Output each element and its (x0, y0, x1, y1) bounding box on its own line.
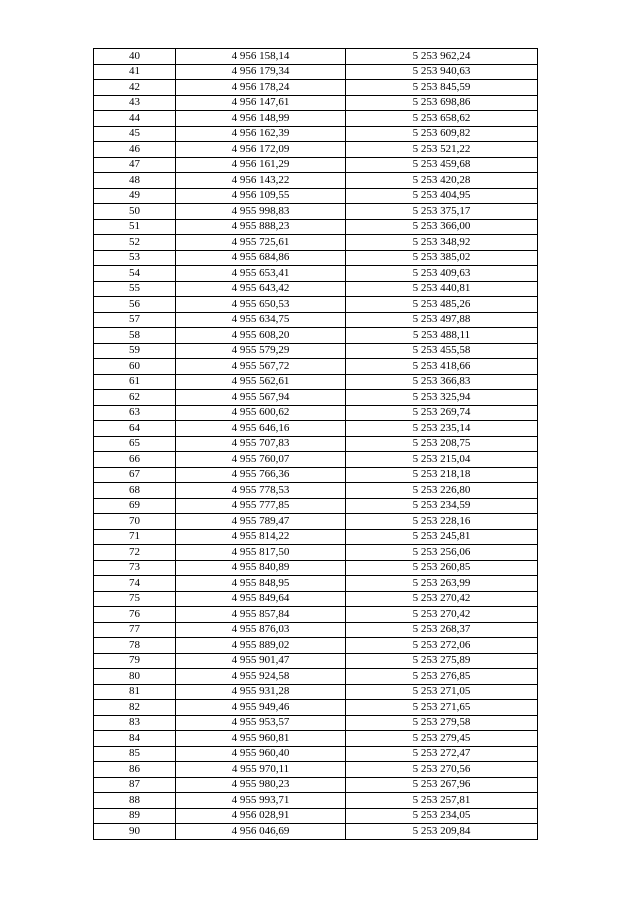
x-coordinate-cell: 4 955 653,41 (176, 266, 346, 282)
point-number-cell: 59 (94, 343, 176, 359)
table-row (94, 824, 538, 840)
y-coordinate-cell: 5 253 348,92 (346, 235, 538, 251)
x-coordinate-cell: 4 955 998,83 (176, 204, 346, 220)
point-number-cell: 46 (94, 142, 176, 158)
point-number-cell: 62 (94, 390, 176, 406)
point-number-cell: 41 (94, 64, 176, 80)
y-coordinate-cell: 5 253 375,17 (346, 204, 538, 220)
x-coordinate-cell: 4 955 600,62 (176, 405, 346, 421)
point-number-cell: 80 (94, 669, 176, 685)
x-coordinate-cell: 4 956 046,69 (176, 824, 346, 840)
point-number-cell: 49 (94, 188, 176, 204)
point-number-cell: 54 (94, 266, 176, 282)
y-coordinate-cell: 5 253 245,81 (346, 529, 538, 545)
point-number-cell: 87 (94, 777, 176, 793)
table-row (94, 591, 538, 607)
table-row (94, 700, 538, 716)
point-number-cell: 88 (94, 793, 176, 809)
x-coordinate-cell: 4 955 579,29 (176, 343, 346, 359)
x-coordinate-cell: 4 956 109,55 (176, 188, 346, 204)
y-coordinate-cell: 5 253 268,37 (346, 622, 538, 638)
x-coordinate-cell: 4 955 953,57 (176, 715, 346, 731)
x-coordinate-cell: 4 955 567,94 (176, 390, 346, 406)
y-coordinate-cell: 5 253 940,63 (346, 64, 538, 80)
y-coordinate-cell: 5 253 658,62 (346, 111, 538, 127)
x-coordinate-cell: 4 955 643,42 (176, 281, 346, 297)
table-row (94, 111, 538, 127)
x-coordinate-cell: 4 956 178,24 (176, 80, 346, 96)
x-coordinate-cell: 4 955 634,75 (176, 312, 346, 328)
point-number-cell: 52 (94, 235, 176, 251)
table-row (94, 374, 538, 390)
coordinates-table (93, 48, 538, 840)
point-number-cell: 64 (94, 421, 176, 437)
point-number-cell: 56 (94, 297, 176, 313)
x-coordinate-cell: 4 955 857,84 (176, 607, 346, 623)
point-number-cell: 84 (94, 731, 176, 747)
x-coordinate-cell: 4 955 760,07 (176, 452, 346, 468)
x-coordinate-cell: 4 955 817,50 (176, 545, 346, 561)
y-coordinate-cell: 5 253 279,45 (346, 731, 538, 747)
y-coordinate-cell: 5 253 235,14 (346, 421, 538, 437)
y-coordinate-cell: 5 253 226,80 (346, 483, 538, 499)
x-coordinate-cell: 4 956 179,34 (176, 64, 346, 80)
y-coordinate-cell: 5 253 455,58 (346, 343, 538, 359)
table-row (94, 808, 538, 824)
table-row (94, 669, 538, 685)
point-number-cell: 74 (94, 576, 176, 592)
table-row (94, 281, 538, 297)
point-number-cell: 48 (94, 173, 176, 189)
point-number-cell: 43 (94, 95, 176, 111)
point-number-cell: 83 (94, 715, 176, 731)
table-row (94, 359, 538, 375)
table-row (94, 498, 538, 514)
x-coordinate-cell: 4 955 960,81 (176, 731, 346, 747)
point-number-cell: 73 (94, 560, 176, 576)
x-coordinate-cell: 4 956 161,29 (176, 157, 346, 173)
x-coordinate-cell: 4 955 931,28 (176, 684, 346, 700)
table-row (94, 235, 538, 251)
table-row (94, 266, 538, 282)
y-coordinate-cell: 5 253 276,85 (346, 669, 538, 685)
point-number-cell: 57 (94, 312, 176, 328)
point-number-cell: 42 (94, 80, 176, 96)
y-coordinate-cell: 5 253 234,59 (346, 498, 538, 514)
x-coordinate-cell: 4 956 158,14 (176, 49, 346, 65)
table-row (94, 622, 538, 638)
x-coordinate-cell: 4 955 567,72 (176, 359, 346, 375)
table-row (94, 545, 538, 561)
y-coordinate-cell: 5 253 385,02 (346, 250, 538, 266)
point-number-cell: 85 (94, 746, 176, 762)
point-number-cell: 58 (94, 328, 176, 344)
y-coordinate-cell: 5 253 459,68 (346, 157, 538, 173)
y-coordinate-cell: 5 253 485,26 (346, 297, 538, 313)
table-row (94, 250, 538, 266)
point-number-cell: 66 (94, 452, 176, 468)
x-coordinate-cell: 4 955 876,03 (176, 622, 346, 638)
x-coordinate-cell: 4 955 778,53 (176, 483, 346, 499)
y-coordinate-cell: 5 253 257,81 (346, 793, 538, 809)
y-coordinate-cell: 5 253 267,96 (346, 777, 538, 793)
table-row (94, 746, 538, 762)
y-coordinate-cell: 5 253 325,94 (346, 390, 538, 406)
y-coordinate-cell: 5 253 409,63 (346, 266, 538, 282)
point-number-cell: 60 (94, 359, 176, 375)
y-coordinate-cell: 5 253 209,84 (346, 824, 538, 840)
point-number-cell: 76 (94, 607, 176, 623)
y-coordinate-cell: 5 253 272,06 (346, 638, 538, 654)
point-number-cell: 82 (94, 700, 176, 716)
point-number-cell: 51 (94, 219, 176, 235)
y-coordinate-cell: 5 253 962,24 (346, 49, 538, 65)
table-row (94, 219, 538, 235)
x-coordinate-cell: 4 955 960,40 (176, 746, 346, 762)
y-coordinate-cell: 5 253 366,83 (346, 374, 538, 390)
y-coordinate-cell: 5 253 272,47 (346, 746, 538, 762)
y-coordinate-cell: 5 253 256,06 (346, 545, 538, 561)
point-number-cell: 78 (94, 638, 176, 654)
x-coordinate-cell: 4 955 707,83 (176, 436, 346, 452)
x-coordinate-cell: 4 955 646,16 (176, 421, 346, 437)
y-coordinate-cell: 5 253 271,05 (346, 684, 538, 700)
x-coordinate-cell: 4 955 849,64 (176, 591, 346, 607)
table-row (94, 607, 538, 623)
table-row (94, 64, 538, 80)
x-coordinate-cell: 4 955 889,02 (176, 638, 346, 654)
table-row (94, 467, 538, 483)
x-coordinate-cell: 4 955 901,47 (176, 653, 346, 669)
table-row (94, 80, 538, 96)
table-row (94, 328, 538, 344)
point-number-cell: 61 (94, 374, 176, 390)
y-coordinate-cell: 5 253 260,85 (346, 560, 538, 576)
table-row (94, 142, 538, 158)
x-coordinate-cell: 4 955 993,71 (176, 793, 346, 809)
point-number-cell: 75 (94, 591, 176, 607)
point-number-cell: 44 (94, 111, 176, 127)
y-coordinate-cell: 5 253 418,66 (346, 359, 538, 375)
point-number-cell: 63 (94, 405, 176, 421)
point-number-cell: 86 (94, 762, 176, 778)
y-coordinate-cell: 5 253 488,11 (346, 328, 538, 344)
x-coordinate-cell: 4 955 777,85 (176, 498, 346, 514)
y-coordinate-cell: 5 253 218,18 (346, 467, 538, 483)
y-coordinate-cell: 5 253 270,56 (346, 762, 538, 778)
table-row (94, 126, 538, 142)
x-coordinate-cell: 4 955 970,11 (176, 762, 346, 778)
table-row (94, 576, 538, 592)
y-coordinate-cell: 5 253 215,04 (346, 452, 538, 468)
point-number-cell: 90 (94, 824, 176, 840)
y-coordinate-cell: 5 253 208,75 (346, 436, 538, 452)
point-number-cell: 81 (94, 684, 176, 700)
x-coordinate-cell: 4 955 562,61 (176, 374, 346, 390)
table-row (94, 312, 538, 328)
table-row (94, 653, 538, 669)
x-coordinate-cell: 4 956 147,61 (176, 95, 346, 111)
table-row (94, 188, 538, 204)
y-coordinate-cell: 5 253 271,65 (346, 700, 538, 716)
y-coordinate-cell: 5 253 270,42 (346, 591, 538, 607)
y-coordinate-cell: 5 253 698,86 (346, 95, 538, 111)
y-coordinate-cell: 5 253 269,74 (346, 405, 538, 421)
x-coordinate-cell: 4 955 980,23 (176, 777, 346, 793)
x-coordinate-cell: 4 955 789,47 (176, 514, 346, 530)
table-row (94, 173, 538, 189)
x-coordinate-cell: 4 955 814,22 (176, 529, 346, 545)
point-number-cell: 68 (94, 483, 176, 499)
table-row (94, 49, 538, 65)
y-coordinate-cell: 5 253 845,59 (346, 80, 538, 96)
y-coordinate-cell: 5 253 228,16 (346, 514, 538, 530)
point-number-cell: 72 (94, 545, 176, 561)
y-coordinate-cell: 5 253 497,88 (346, 312, 538, 328)
x-coordinate-cell: 4 955 840,89 (176, 560, 346, 576)
point-number-cell: 50 (94, 204, 176, 220)
table-row (94, 715, 538, 731)
point-number-cell: 77 (94, 622, 176, 638)
y-coordinate-cell: 5 253 366,00 (346, 219, 538, 235)
table-row (94, 421, 538, 437)
x-coordinate-cell: 4 955 725,61 (176, 235, 346, 251)
y-coordinate-cell: 5 253 234,05 (346, 808, 538, 824)
point-number-cell: 79 (94, 653, 176, 669)
x-coordinate-cell: 4 955 888,23 (176, 219, 346, 235)
point-number-cell: 40 (94, 49, 176, 65)
table-row (94, 390, 538, 406)
x-coordinate-cell: 4 956 172,09 (176, 142, 346, 158)
table-row (94, 297, 538, 313)
x-coordinate-cell: 4 956 028,91 (176, 808, 346, 824)
y-coordinate-cell: 5 253 404,95 (346, 188, 538, 204)
x-coordinate-cell: 4 955 848,95 (176, 576, 346, 592)
table-row (94, 157, 538, 173)
table-row (94, 560, 538, 576)
table-row (94, 452, 538, 468)
point-number-cell: 45 (94, 126, 176, 142)
point-number-cell: 69 (94, 498, 176, 514)
point-number-cell: 47 (94, 157, 176, 173)
table-row (94, 638, 538, 654)
x-coordinate-cell: 4 956 162,39 (176, 126, 346, 142)
x-coordinate-cell: 4 955 608,20 (176, 328, 346, 344)
x-coordinate-cell: 4 955 949,46 (176, 700, 346, 716)
point-number-cell: 67 (94, 467, 176, 483)
table-row (94, 684, 538, 700)
x-coordinate-cell: 4 955 766,36 (176, 467, 346, 483)
x-coordinate-cell: 4 956 148,99 (176, 111, 346, 127)
table-row (94, 436, 538, 452)
y-coordinate-cell: 5 253 521,22 (346, 142, 538, 158)
table-row (94, 483, 538, 499)
point-number-cell: 65 (94, 436, 176, 452)
coordinates-table-body (94, 49, 538, 840)
table-row (94, 343, 538, 359)
y-coordinate-cell: 5 253 279,58 (346, 715, 538, 731)
point-number-cell: 55 (94, 281, 176, 297)
y-coordinate-cell: 5 253 263,99 (346, 576, 538, 592)
table-row (94, 529, 538, 545)
y-coordinate-cell: 5 253 275,89 (346, 653, 538, 669)
x-coordinate-cell: 4 955 684,86 (176, 250, 346, 266)
table-row (94, 405, 538, 421)
x-coordinate-cell: 4 956 143,22 (176, 173, 346, 189)
table-row (94, 777, 538, 793)
y-coordinate-cell: 5 253 609,82 (346, 126, 538, 142)
point-number-cell: 70 (94, 514, 176, 530)
y-coordinate-cell: 5 253 270,42 (346, 607, 538, 623)
x-coordinate-cell: 4 955 650,53 (176, 297, 346, 313)
point-number-cell: 71 (94, 529, 176, 545)
point-number-cell: 53 (94, 250, 176, 266)
table-row (94, 514, 538, 530)
x-coordinate-cell: 4 955 924,58 (176, 669, 346, 685)
table-row (94, 793, 538, 809)
y-coordinate-cell: 5 253 440,81 (346, 281, 538, 297)
table-row (94, 762, 538, 778)
point-number-cell: 89 (94, 808, 176, 824)
table-row (94, 95, 538, 111)
table-row (94, 731, 538, 747)
y-coordinate-cell: 5 253 420,28 (346, 173, 538, 189)
table-row (94, 204, 538, 220)
